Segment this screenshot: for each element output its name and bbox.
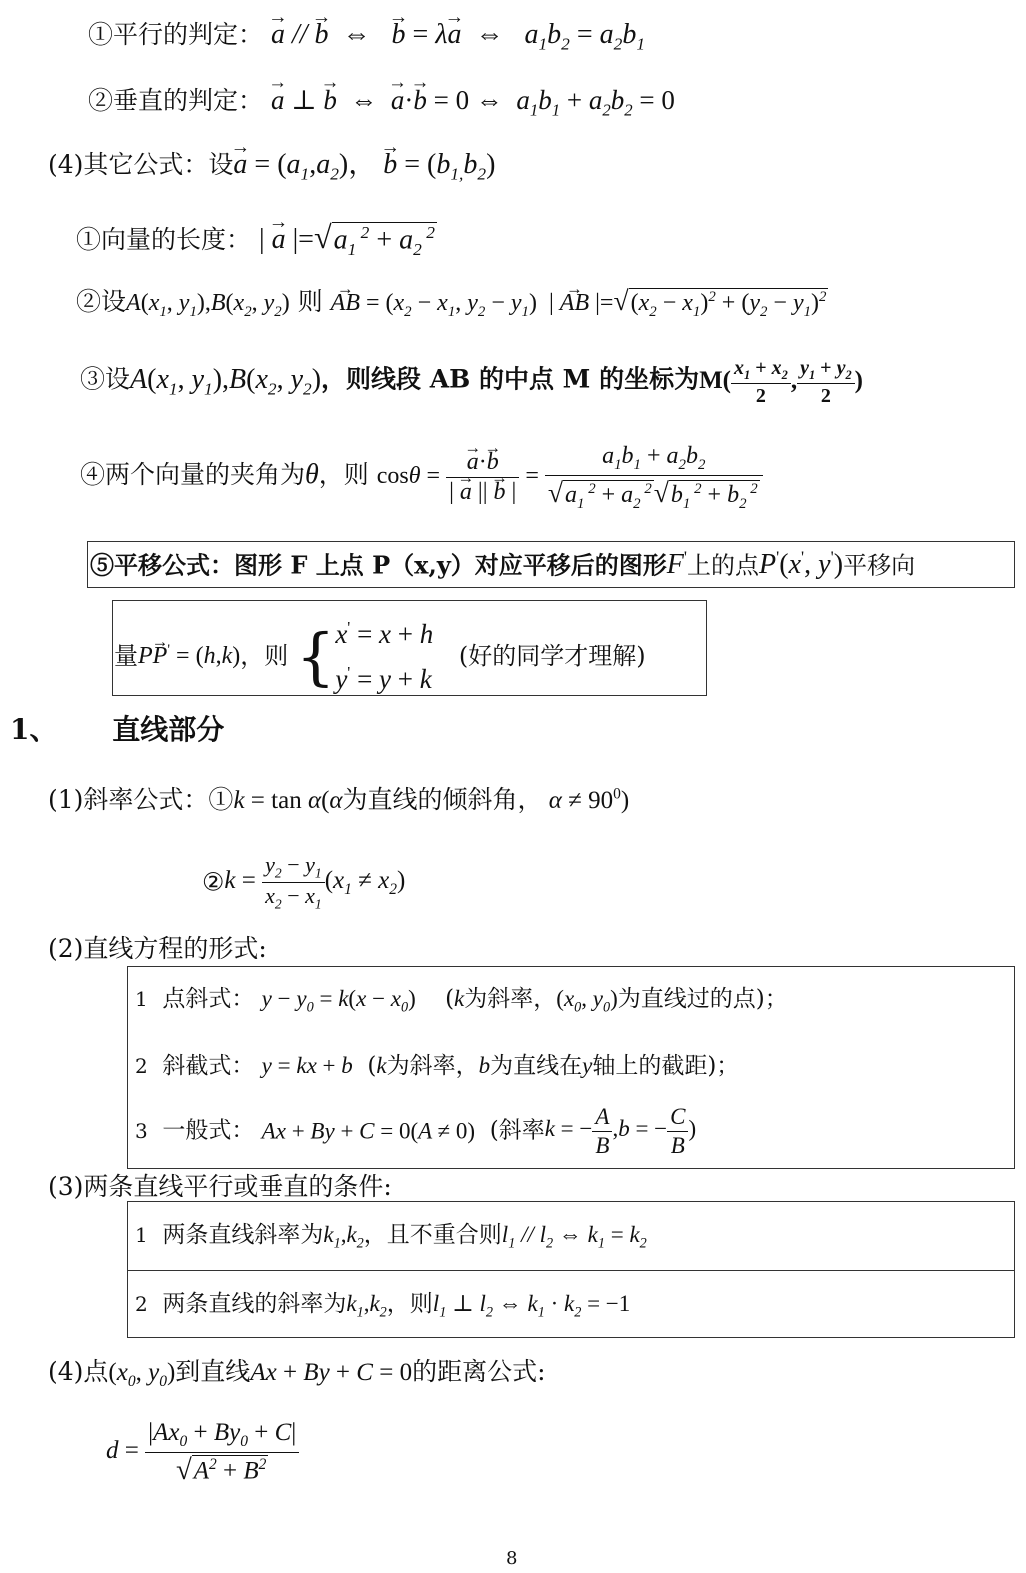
form2-b: b: [478, 1053, 491, 1078]
par-perp-heading: (3)两条直线平行或垂直的条件:: [48, 1172, 392, 1201]
cos-formula: cosθ = → $\frac{a\cdot\to b}{| \to a || \to b |}$ = $\frac{a_1b_1 + a_2b_2}{√a_1 ^2 + a_2 ^2√b_1 ^2 + b_2 ^2}$: [377, 463, 763, 489]
slope-tan: k = tan α(α: [233, 787, 343, 814]
page-number: 8: [506, 1548, 518, 1569]
slope-circle-2: ②: [202, 867, 225, 897]
section-title: 直线部分: [112, 713, 225, 746]
line-forms-heading: (2)直线方程的形式:: [48, 934, 267, 963]
section-number: 1、: [10, 713, 58, 746]
slope-cond: $\alpha \ne 90^0$): [542, 785, 630, 814]
perpendicular-criterion: [88, 84, 675, 120]
distance-heading: [48, 1357, 546, 1392]
dist-post: 到直线: [175, 1357, 251, 1386]
section-heading: [10, 713, 224, 747]
midpoint-formula: M( $\frac{x_1 + x_2}{2}$ , $\frac{y_1 + y_2}{2}$ ): [699, 357, 863, 407]
form3-slope: k = − $\frac{A}{B}$ ,b = − $\frac{C}{B}$ ): [544, 1104, 697, 1158]
other-heading-text: (4)其它公式：设: [48, 150, 234, 179]
form3-num: 3: [135, 1119, 148, 1144]
par-perp-1: [135, 1221, 647, 1253]
form3-note1: (斜率: [489, 1117, 545, 1144]
set2-label: ②设: [76, 287, 127, 316]
pp1-formula: $l_1 // l_2$ ⇔ $k_1 = k_2$: [501, 1222, 647, 1252]
slope-circle-1: ①: [208, 785, 234, 814]
par-perp-2: [135, 1290, 630, 1322]
pp2-num: 2: [135, 1292, 148, 1316]
form1-note2: 为直线过的点)；: [617, 986, 788, 1012]
dist-eq: d = $\frac{|Ax_0 + By_0 + C|}{√A^2 + B^2}$: [106, 1437, 299, 1464]
pp1-text2: ，且不重合则: [363, 1222, 502, 1248]
pp2-text: 两条直线的斜率为: [162, 1291, 347, 1317]
midpoint-text: ，则线段 AB 的中点 M 的坐标为: [321, 364, 700, 394]
set3-label: ③设: [80, 364, 131, 394]
line-form-3: [135, 1103, 696, 1159]
slope-note: 为直线的倾斜角，: [342, 785, 543, 814]
theta: θ: [305, 459, 319, 491]
parallel-criterion: [88, 18, 645, 55]
length-label: ①向量的长度：: [76, 225, 252, 254]
line-form-1: 1 点斜式： $y - y_0 = k(x - x_0)$ (k为斜率，($x_0$, $y_0$)为直线过的点)；: [135, 986, 788, 1016]
dist-line: Ax + By + C = 0: [250, 1359, 413, 1386]
pp-vector: P→ P' = (h,k): [138, 643, 240, 669]
perp-formula: → a ⊥ → b ⇔ → a·→ b = 0 ⇔ $a_1b_1 + a_2b_2 = 0$: [271, 85, 675, 115]
translation-line2: [114, 612, 646, 701]
form2-y: y: [582, 1053, 593, 1078]
dist-pre: (4)点: [48, 1357, 109, 1386]
translation-liang: 量: [114, 642, 138, 671]
pp1-num: 1: [135, 1223, 148, 1247]
form1-eq: $y - y_0 = k(x - x_0)$: [261, 986, 416, 1016]
slope-frac: k = $\frac{y_2 - y_1}{x_2 - x_1}$ $(x_1 \ne x_2)$: [224, 852, 406, 912]
form2-eq: y = kx + b: [261, 1053, 353, 1078]
line-form-2: 2 斜截式： y = kx + b (k为斜率，b为直线在y轴上的截距)；: [135, 1053, 740, 1079]
other-heading-formula: → $a = (a_1,a_2)$， → $b = (b_{1,}b_2)$: [233, 149, 495, 180]
form1-label: 点斜式：: [162, 986, 255, 1012]
pp2-k: $k_1,k_2$: [346, 1291, 387, 1321]
angle-formula: [80, 442, 763, 513]
translation-note: (好的同学才理解): [458, 642, 646, 671]
parallel-label: ①平行的判定：: [88, 20, 264, 49]
p-prime: P'(x', y'): [759, 548, 844, 581]
distance-formula: [106, 1418, 299, 1487]
form1-k: k: [454, 986, 465, 1011]
ab-points: $A(x_1$, $y_1),B(x_2$, $y_2$): [126, 290, 290, 320]
translation-text1: ⑤平移公式：图形 F 上点 P（x,y）对应平移后的图形: [90, 550, 667, 580]
form3-label: 一般式：: [162, 1117, 255, 1144]
translation-then: ，则: [240, 642, 289, 671]
brace: {: [295, 619, 336, 693]
form3-eq: Ax + By + C = 0(A ≠ 0): [261, 1118, 476, 1144]
form1-point: ($x_0$, $y_0$): [556, 986, 618, 1016]
pp2-text2: ，则: [386, 1291, 433, 1317]
form2-note2: 为直线在: [490, 1053, 583, 1079]
length-formula: | → a $|=√a_1$ $^2 + a_2$ $^2$: [259, 224, 437, 255]
form2-num: 2: [135, 1054, 148, 1078]
slope-formula-1: [48, 785, 629, 816]
parallel-formula: → a // → b ⇔ → b = λ→ a ⇔ $a_1b_2 = a_2b_1$: [271, 19, 645, 50]
slope-formula-2: [202, 852, 405, 913]
translation-text3: 平移向: [843, 551, 916, 580]
ab-then: 则: [297, 287, 323, 316]
midpoint: [80, 356, 863, 408]
perp-label: ②垂直的判定：: [88, 86, 264, 115]
dist-end: 的距离公式:: [412, 1357, 546, 1386]
ab-vector: [76, 284, 828, 322]
angle-then: ，则: [318, 460, 369, 490]
form2-note3: 轴上的截距)；: [592, 1053, 740, 1079]
midpoint-points: $A(x_1$, $y_1),B(x_2$, $y_2$): [130, 363, 322, 399]
form1-note1: 为斜率，: [464, 986, 557, 1012]
f-prime: F': [666, 548, 688, 581]
ab-formula: → AB = ($x_2 - x_1$, $y_2 - y_1$) | → AB $|=√(x_2 - x_1)^2 + (y_2 - y_1)^2$: [331, 290, 829, 316]
translation-text2: 上的点: [687, 551, 760, 580]
slope-heading: (1)斜率公式：: [48, 785, 209, 814]
form1-num: 1: [135, 987, 148, 1011]
translation-line1: [90, 548, 915, 582]
form2-k: k: [376, 1053, 387, 1078]
pp1-k: $k_1,k_2$: [323, 1222, 364, 1252]
pp2-formula: $l_1$ ⊥ $l_2$ ⇔ $k_1 \cdot k_2 = -1$: [432, 1291, 631, 1321]
dist-point: ($x_0$, $y_0$): [108, 1359, 176, 1390]
form2-note1: 为斜率，: [386, 1053, 479, 1079]
system: x' = x + h y' = y + k: [335, 618, 434, 694]
other-formulas-heading: [48, 148, 495, 185]
pp1-text: 两条直线斜率为: [162, 1222, 324, 1248]
angle-label: ④两个向量的夹角为: [80, 460, 306, 490]
vector-length: [76, 218, 437, 260]
form2-label: 斜截式：: [162, 1053, 255, 1079]
